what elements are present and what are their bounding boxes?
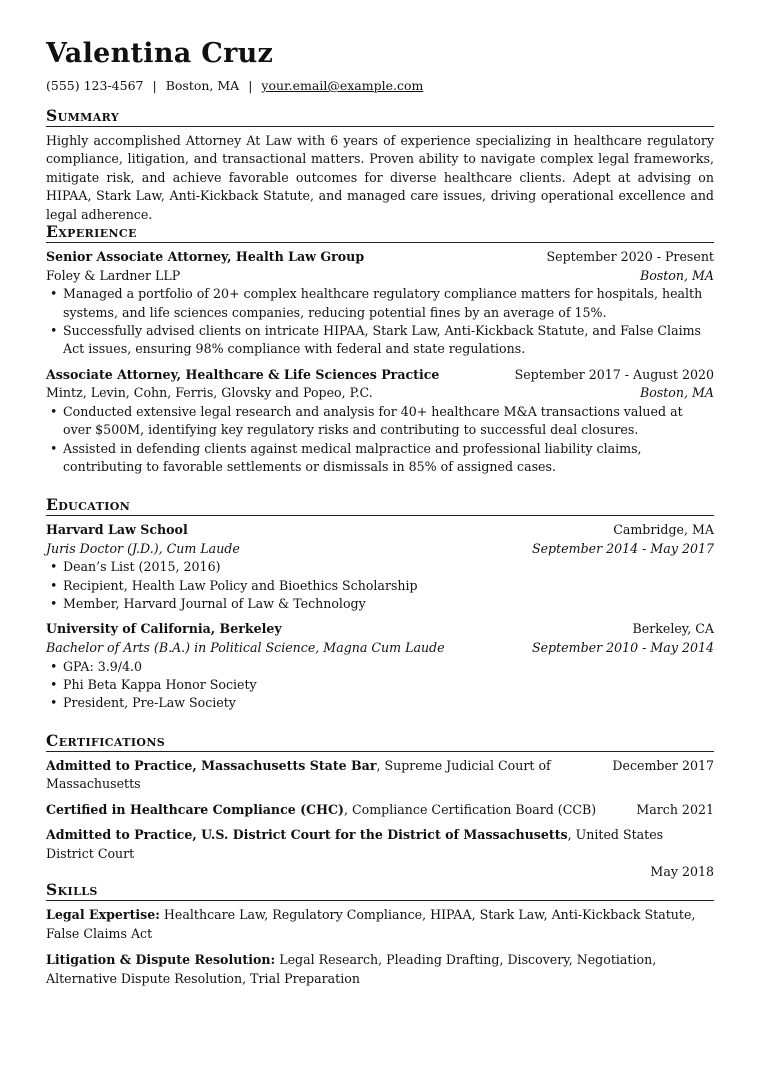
bullet-list [46, 285, 714, 359]
list-item: • Member, Harvard Journal of Law & Technology [46, 595, 714, 613]
section-title: Skills [46, 880, 714, 901]
skill-entry [46, 906, 714, 943]
section-title: Education [46, 495, 714, 516]
certification-date: May 2018 [650, 864, 714, 880]
certification-entry [46, 757, 714, 794]
phone-number: (555) 123-4567 [46, 78, 144, 93]
school-name: Harvard Law School [46, 522, 188, 537]
experience-entry [46, 366, 714, 477]
location: Boston, MA [165, 78, 240, 93]
education-dates: September 2014 - May 2017 [531, 540, 714, 556]
school-location: Cambridge, MA [613, 522, 714, 537]
bullet-list [46, 403, 714, 477]
certification-issuer: , Compliance Certification Board (CCB) [344, 801, 597, 817]
company: Mintz, Levin, Cohn, Ferris, Glovsky and Popeo, P.C. [46, 385, 373, 401]
certification-issuer: , Supreme Judicial Court of Massachusetts [46, 758, 551, 792]
section-title: Experience [46, 222, 714, 243]
list-item: • Assisted in defending clients against medical malpractice and professional liability claims, contributing to favorable settlements or dismissals in 85% of assigned cases. [46, 440, 714, 477]
education-entry [46, 521, 714, 613]
skill-entry [46, 951, 714, 988]
education-section [46, 495, 714, 720]
list-item: • President, Pre-Law Society [46, 694, 714, 712]
list-item: • Successfully advised clients on intricate HIPAA, Stark Law, Anti-Kickback Statute, and False Claims Act issues, ensuring 98% compliance with federal and state regulations. [46, 322, 714, 359]
certifications-section [46, 731, 714, 888]
list-item: • Managed a portfolio of 20+ complex healthcare regulatory compliance matters for hospitals, health systems, and life sciences companies, reducing potential fines by an average of 15%. [46, 285, 714, 322]
certification-entry [46, 801, 714, 819]
degree: Juris Doctor (J.D.), Cum Laude [46, 540, 240, 556]
school-location: Berkeley, CA [632, 621, 714, 637]
experience-entry [46, 248, 714, 359]
degree: Bachelor of Arts (B.A.) in Political Science, Magna Cum Laude [46, 640, 445, 655]
certification-name: Certified in Healthcare Compliance (CHC) [46, 801, 345, 817]
list-item: • GPA: 3.9/4.0 [46, 658, 714, 676]
job-title: Senior Associate Attorney, Health Law Group [46, 249, 365, 264]
summary-section [46, 106, 714, 224]
bullet-list [46, 658, 714, 713]
education-entry [46, 620, 714, 712]
certification-name: Admitted to Practice, Massachusetts State Bar [46, 758, 377, 773]
list-item: • Recipient, Health Law Policy and Bioethics Scholarship [46, 577, 714, 595]
job-location: Boston, MA [639, 267, 714, 283]
company: Foley & Lardner LLP [46, 267, 181, 283]
separator: | [152, 78, 157, 93]
skill-label: Litigation & Dispute Resolution: [46, 952, 276, 968]
certification-entry [46, 826, 714, 881]
skill-value: Legal Research, Pleading Drafting, Discovery, Negotiation, Alternative Dispute Resolution, Trial Preparation [46, 952, 657, 986]
job-location: Boston, MA [639, 385, 714, 401]
list-item: • Conducted extensive legal research and analysis for 40+ healthcare M&A transactions valued at over $500M, identifying key regulatory risks and contributing to successful deal closures. [46, 403, 714, 440]
certification-date: December 2017 [612, 758, 714, 773]
contact-line [46, 78, 423, 93]
certification-date: March 2021 [636, 801, 714, 817]
bullet-list [46, 558, 714, 613]
summary-text: Highly accomplished Attorney At Law with 6 years of experience specializing in healthcare regulatory compliance, litigation, and transactional matters. Proven ability to navigate complex legal frameworks, mitigate risk, and achieve favorable outcomes for diverse healthcare clients. Adept at advising on HIPAA, Stark Law, Anti-Kickback Statute, and managed care issues, driving operational excellence and legal adherence. [46, 133, 714, 222]
separator: | [248, 78, 253, 93]
school-name: University of California, Berkeley [46, 621, 282, 637]
email-link[interactable]: your.email@example.com [261, 78, 424, 93]
section-title: Certifications [46, 731, 714, 752]
certification-name: Admitted to Practice, U.S. District Court for the District of Massachusetts [46, 827, 568, 843]
skill-value: Healthcare Law, Regulatory Compliance, HIPAA, Stark Law, Anti-Kickback Statute, False Claims Act [46, 907, 696, 941]
job-title: Associate Attorney, Healthcare & Life Sciences Practice [46, 366, 440, 382]
certification-issuer: , United States District Court [46, 827, 664, 861]
job-dates: September 2017 - August 2020 [514, 366, 714, 382]
education-dates: September 2010 - May 2014 [531, 640, 714, 655]
list-item: • Phi Beta Kappa Honor Society [46, 676, 714, 694]
job-dates: September 2020 - Present [546, 249, 714, 264]
candidate-name: Valentina Cruz [46, 38, 274, 69]
experience-section [46, 222, 714, 484]
list-item: • Dean’s List (2015, 2016) [46, 558, 714, 576]
section-title: Summary [46, 106, 714, 127]
skill-label: Legal Expertise: [46, 907, 160, 922]
skills-section [46, 880, 714, 996]
